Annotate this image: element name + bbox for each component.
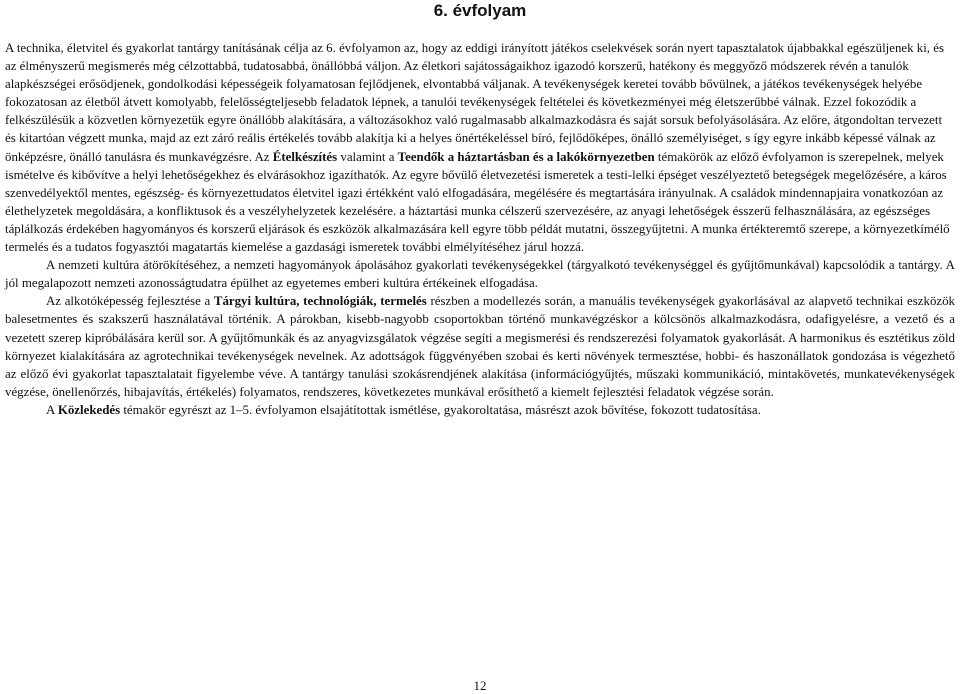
page-title: 6. évfolyam bbox=[433, 1, 527, 20]
topic-targyi-kultura: Tárgyi kultúra, technológiák, termelés bbox=[213, 294, 427, 309]
page-number: 12 bbox=[473, 678, 487, 693]
document-page bbox=[5, 0, 955, 419]
paragraph-1-segment-5: témakörök az előző évfolyamon is szerepelnek, melyek ismételve és kibővítve a helyi lehetőségekhez és elvárásokhoz igazíthatók. Az egyre bővülő életvezetési ismeretek a testi-lelki épséget veszélyeztető betegségek megelőzésére, a káros szenvedélyektől mentes, egészség- és környezettudatos életvitel igazi értékként való elfogadására, megélésére és megtartására irányulnak. A családok mindennapjaira vonatkozóan az élethelyzetek megoldására, a konfliktusok és a veszélyhelyzetek kezelésére. a háztartási munka célszerű szervezésére, az anyagi lehetőségek ésszerű felhasználására, az egészséges táplálkozás érdekében hagyományos és korszerű eljárások és eszközök alkalmazására kell egyre több példát mutatni, összegyűjtetni. A munka értékteremtő szerepe, a környezetkímélő termelés és a tudatos fogyasztói magatartás kiemelése a gazdasági ismeretek további elmélyítéséhez járul hozzá. bbox=[5, 149, 950, 255]
topic-teendok-haztartasban: Teendők a háztartásban és a lakókörnyezetben bbox=[397, 149, 655, 164]
paragraph-3 bbox=[5, 292, 955, 401]
topic-kozlekedes: Közlekedés bbox=[57, 402, 121, 417]
paragraph-1-segment-3: valamint a bbox=[337, 149, 398, 164]
paragraph-4 bbox=[5, 401, 955, 419]
paragraph-1 bbox=[5, 39, 955, 256]
paragraph-2-segment-1: A nemzeti kultúra átörökítéséhez, a nemzeti hagyományok ápolásához gyakorlati tevékenységekkel (tárgyalkotó tevékenységgel és gyűjtőmunkával) kapcsolódik a tantárgy. A jól megalapozott nemzeti azonosságtudatra épülhet az egyetemes emberi kultúra értékeinek elfogadása. bbox=[5, 258, 955, 291]
paragraph-4-segment-3: témakör egyrészt az 1–5. évfolyamon elsajátítottak ismétlése, gyakoroltatása, másrészt azok bővítése, fokozott tudatosítása. bbox=[120, 402, 761, 417]
paragraph-3-segment-3: részben a modellezés során, a manuális tevékenységek gyakorlásával az alapvető technikai eszközök balesetmentes és szakszerű használatával történik. A párokban, kisebb-nagyobb csoportokban történő munkavégzéskor a kölcsönös alkalmazkodásra, odafigyelésre, a vezető és a vezetett szerep kipróbálására kerül sor. A gyűjtőmunkák és az anyagvizsgálatok végzése segíti a megismerési és rendszerezési folyamatok gyakorlását. A harmonikus és esztétikus zöld környezet kialakítására az agrotechnikai tevékenységek nevelnek. Az adottságok függvényében szobai és kerti növények termesztése, hobbi- és haszonállatok gondozása is végezhető az előző évi gyakorlat tapasztalatait figyelembe véve. A tantárgy tanulási szokásrendjének alakítása (információgyűjtés, műszaki kommunikáció, mintakövetés, munkatevékenységek végzése, önellenőrzés, hibajavítás, értékelés) folyamatos, rendszeres, következetes munkával erősíthető a kiemelt fejlesztési feladatok végzése során. bbox=[5, 294, 956, 399]
paragraph-3-segment-1: Az alkotóképesség fejlesztése a bbox=[46, 294, 214, 309]
paragraph-2 bbox=[5, 256, 955, 292]
paragraph-1-segment-1: A technika, életvitel és gyakorlat tantárgy tanításának célja az 6. évfolyamon az, hogy az eddigi irányított játékos cselekvések során nyert tapasztalatok újabbakkal egészüljenek ki, és az élményszerű megismerés még célzottabbá, tudatosabbá, önállóbbá váljon. Az életkori sajátosságaikhoz igazodó korszerű, hatékony és meggyőző módszerek révén a tanulók alapkészségei erősödjenek, gondolkodási képességeik folyamatosan fejlődjenek, elvontabbá váljanak. A tevékenységek keretei tovább bővülnek, a játékos tevékenységek helyébe fokozatosan az életből átvett komolyabb, felelősségteljesebb feladatok lépnek, a tanulói tevékenységek feltételei és következményei még életszerűbbé válnak. Ezzel fokozódik a felkészülésük a közvetlen környezetük egyre önállóbb alakítására, a változásokhoz való rugalmasabb alkalmazkodásra és saját sorsuk befolyásolására. Az előre, átgondoltan tervezett és kitartóan végzett munka, majd az ezt záró reális értékelés tovább alakítja ki a helyes önértékeléssel bíró, fejlődőképes, önálló személyiséget, s így egyre inkább képessé válnak az önképzésre, önálló tanulásra és munkavégzésre. Az bbox=[5, 41, 944, 164]
topic-etelkeszites: Ételkészítés bbox=[272, 149, 338, 164]
paragraph-4-segment-1: A bbox=[46, 402, 58, 417]
